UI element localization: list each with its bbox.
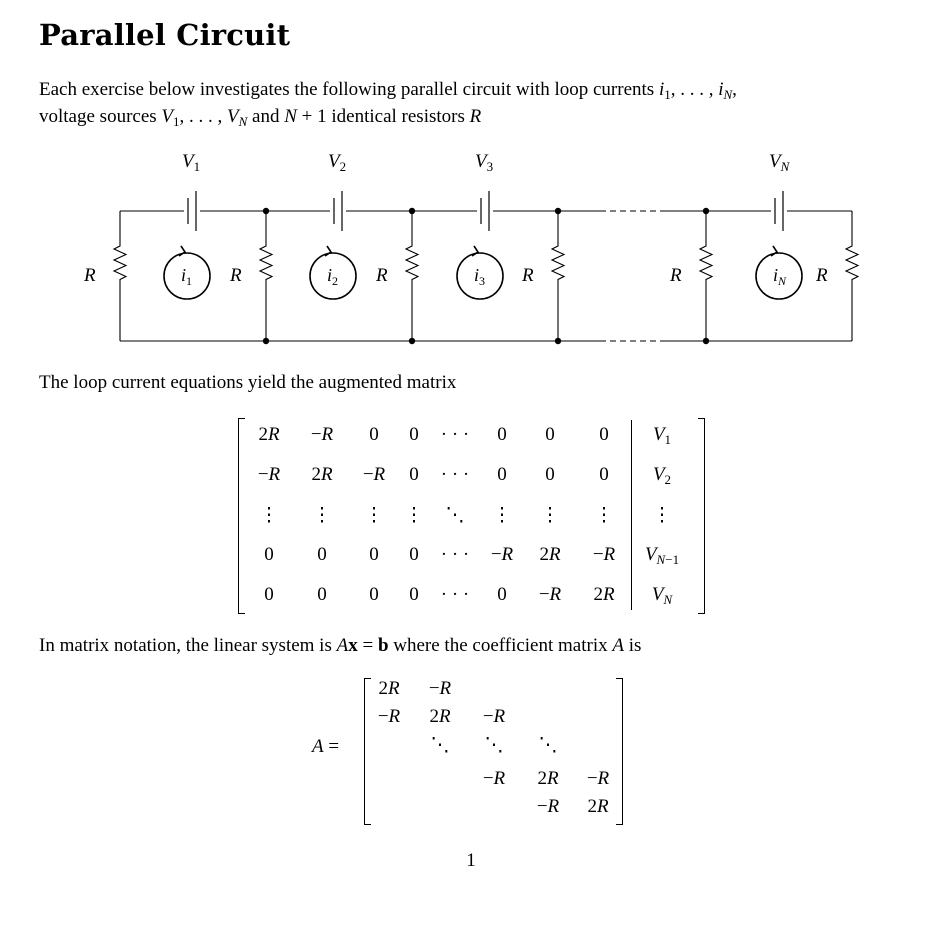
matrix-entry: ⋮ — [492, 505, 512, 526]
matrix-entry: −R — [586, 768, 610, 789]
resistor-3 — [406, 211, 418, 341]
matrix-entry: 2R — [593, 584, 615, 605]
right-bracket — [698, 418, 705, 614]
source-label: $V_1$ — [182, 151, 201, 174]
source-label: $V_2$ — [328, 151, 347, 174]
matrix-entry: 0 — [545, 464, 555, 485]
loop-label: $i_2$ — [327, 265, 339, 288]
matrix-entry: · · · — [440, 544, 470, 565]
node-dot — [263, 208, 269, 214]
matrix-entry: ⋮ — [594, 505, 614, 526]
matrix-entry: 0 — [264, 584, 274, 605]
matrix-entry: 0 — [497, 584, 507, 605]
node-dot — [409, 338, 415, 344]
matrix-entry: 0 — [264, 544, 274, 565]
matrix-entry: −R — [482, 768, 506, 789]
loop-arrow-icon — [325, 246, 331, 256]
matrix-entry: 2R — [539, 544, 561, 565]
matrix-entry: · · · — [440, 464, 470, 485]
loop-label: $i_N$ — [773, 265, 787, 288]
page-title: Parallel Circuit — [39, 18, 291, 52]
circuit-diagram — [0, 140, 942, 360]
left-bracket — [364, 678, 371, 825]
source-gap — [477, 208, 493, 214]
matrix-entry: −R — [536, 796, 560, 817]
matrix-entry: −R — [377, 706, 401, 727]
matrix-entry: $V_N$ — [651, 584, 673, 607]
matrix-entry: ⋱ — [538, 735, 558, 756]
matrix-entry: 0 — [599, 464, 609, 485]
matrix-entry: ⋮ — [364, 505, 384, 526]
matrix-entry: 0 — [497, 424, 507, 445]
matrix-entry: $V_1$ — [652, 424, 672, 447]
matrix-entry: 2R — [258, 424, 280, 445]
node-dot — [555, 338, 561, 344]
matrix-notation-text: In matrix notation, the linear system is Ax = b where the coefficient matrix A is — [39, 635, 642, 656]
matrix-entry: 2R — [587, 796, 609, 817]
intro-line-1: Each exercise below investigates the following parallel circuit with loop currents $i_1$, . . . , $i_N$, — [39, 79, 737, 102]
matrix-entry: 0 — [599, 424, 609, 445]
intro-line-2: voltage sources $V_1$, . . . , $V_N$ and N + 1 identical resistors R — [39, 106, 482, 129]
matrix-entry: 0 — [497, 464, 507, 485]
matrix-entry: ⋱ — [430, 735, 450, 756]
matrix-entry: 0 — [409, 464, 419, 485]
resistor-label: R — [816, 265, 828, 286]
node-dot — [409, 208, 415, 214]
matrix-entry: ⋮ — [540, 505, 560, 526]
coefficient-matrix-label: A = — [312, 736, 340, 757]
resistor-4 — [552, 211, 564, 341]
matrix-entry: 0 — [409, 584, 419, 605]
matrix-entry: ⋮ — [312, 505, 332, 526]
matrix-entry: 0 — [545, 424, 555, 445]
matrix-entry: ⋮ — [404, 505, 424, 526]
matrix-entry: 2R — [429, 706, 451, 727]
matrix-entry: −R — [592, 544, 616, 565]
resistor-label: R — [522, 265, 534, 286]
matrix-entry: $V_2$ — [652, 464, 672, 487]
augment-divider — [631, 420, 632, 610]
node-dot — [703, 208, 709, 214]
coefficient-matrix — [0, 672, 942, 832]
matrix-entry: ⋱ — [445, 505, 465, 526]
loop-arrow-icon — [179, 246, 185, 256]
node-dot — [703, 338, 709, 344]
matrix-entry: · · · — [440, 424, 470, 445]
matrix-entry: 0 — [317, 544, 327, 565]
resistor-label: R — [376, 265, 388, 286]
resistor-label: R — [84, 265, 96, 286]
loop-label: $i_3$ — [474, 265, 486, 288]
matrix-entry: −R — [362, 464, 386, 485]
resistor-2 — [260, 211, 272, 341]
loop-label: $i_1$ — [181, 265, 193, 288]
resistor-label: R — [670, 265, 682, 286]
matrix-entry: −R — [490, 544, 514, 565]
matrix-entry: −R — [257, 464, 281, 485]
matrix-entry: 0 — [369, 584, 379, 605]
left-bracket — [238, 418, 245, 614]
resistor-label: R — [230, 265, 242, 286]
matrix-entry: 0 — [409, 424, 419, 445]
matrix-entry: ⋱ — [484, 735, 504, 756]
matrix-entry: −R — [538, 584, 562, 605]
resistor-5 — [700, 211, 712, 341]
matrix-entry: $V_{N-1}$ — [644, 544, 680, 567]
source-gap — [330, 208, 346, 214]
matrix-entry: −R — [482, 706, 506, 727]
matrix-entry: 0 — [317, 584, 327, 605]
matrix-entry: 0 — [369, 424, 379, 445]
source-gap — [184, 208, 200, 214]
augmented-matrix — [0, 410, 942, 620]
resistor-1 — [114, 211, 126, 341]
matrix-entry: 2R — [311, 464, 333, 485]
augmented-intro: The loop current equations yield the augmented matrix — [39, 372, 457, 393]
matrix-entry: ⋮ — [652, 505, 672, 526]
source-gap — [771, 208, 787, 214]
source-label: $V_3$ — [475, 151, 494, 174]
right-bracket — [616, 678, 623, 825]
node-dot — [263, 338, 269, 344]
matrix-entry: −R — [428, 678, 452, 699]
loop-arrow-icon — [472, 246, 478, 256]
matrix-entry: 0 — [409, 544, 419, 565]
matrix-entry: · · · — [440, 584, 470, 605]
matrix-entry: 0 — [369, 544, 379, 565]
matrix-entry: −R — [310, 424, 334, 445]
loop-arrow-icon — [771, 246, 777, 256]
matrix-entry: 2R — [378, 678, 400, 699]
resistor-6 — [846, 211, 858, 341]
matrix-entry: 2R — [537, 768, 559, 789]
node-dot — [555, 208, 561, 214]
page-number: 1 — [466, 850, 476, 871]
source-label: $V_N$ — [769, 151, 790, 174]
matrix-entry: ⋮ — [259, 505, 279, 526]
